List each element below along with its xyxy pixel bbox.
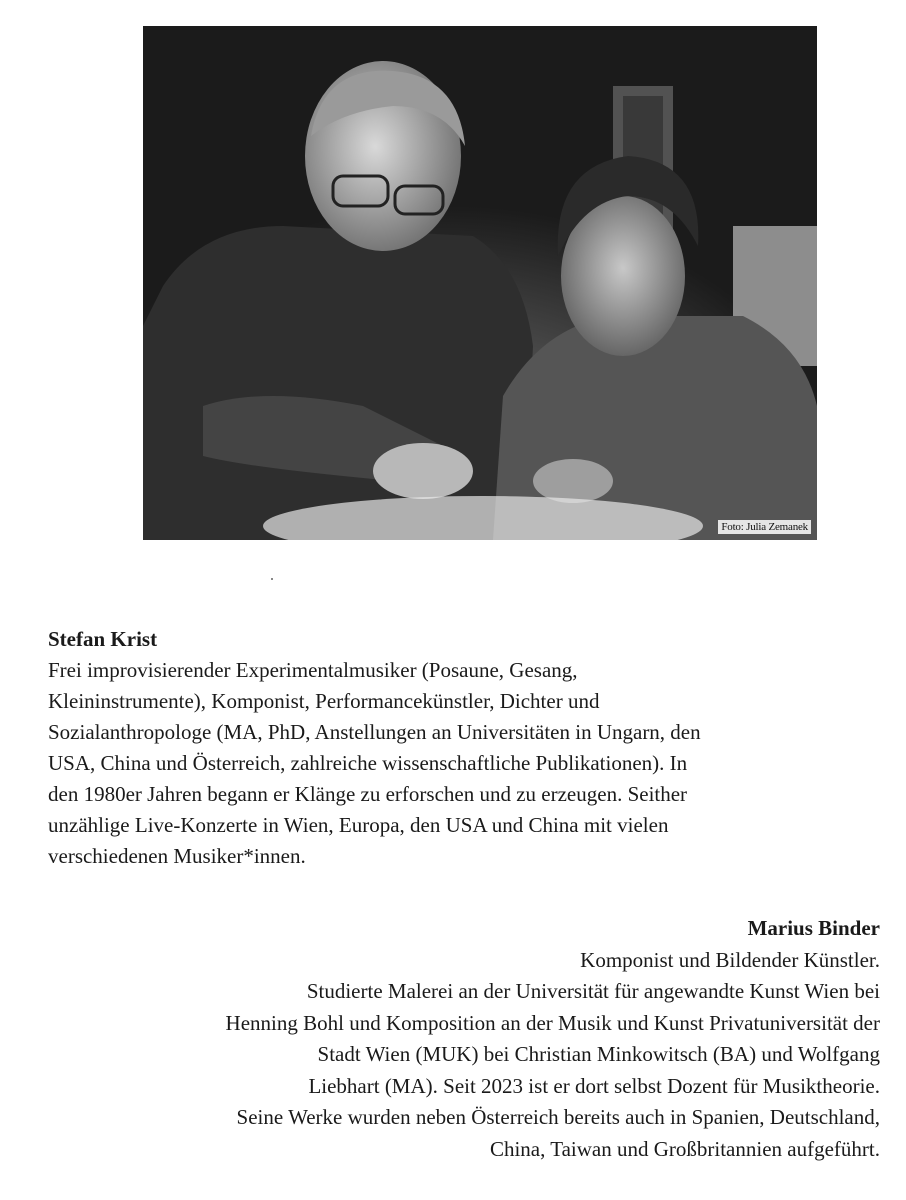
bio-line: Henning Bohl und Komposition an der Musik und Kunst Privatuniversität der xyxy=(225,1010,880,1035)
bio-line: Studierte Malerei an der Universität für angewandte Kunst Wien bei xyxy=(306,979,880,1003)
bio-line: China, Taiwan und Großbritannien aufgeführt. xyxy=(489,1136,880,1161)
bio-line: Liebhart (MA). Seit 2023 ist er dort selbst Dozent für Musiktheorie. xyxy=(308,1073,880,1098)
photo-image xyxy=(143,26,817,540)
bio-line: Komponist und Bildender Künstler. xyxy=(580,947,880,972)
bio-stefan-krist xyxy=(48,624,888,872)
bio-line: Stadt Wien (MUK) bei Christian Minkowitsch (BA) und Wolfgang xyxy=(317,1042,880,1066)
scan-speck xyxy=(271,578,273,580)
bio-line: Seine Werke wurden neben Österreich bereits auch in Spanien, Deutschland, xyxy=(236,1105,880,1129)
photo-credit: Foto: Julia Zemanek xyxy=(718,520,811,534)
portrait-photo xyxy=(143,26,817,540)
bio-marius-binder xyxy=(40,913,880,1165)
bio-line: unzählige Live-Konzerte in Wien, Europa, den USA und China mit vielen xyxy=(48,813,669,837)
bio-line: USA, China und Österreich, zahlreiche wissenschaftliche Publikationen). In xyxy=(48,751,688,775)
bio-line: Frei improvisierender Experimentalmusiker (Posaune, Gesang, xyxy=(48,658,578,682)
bio-line: den 1980er Jahren begann er Klänge zu erforschen und zu erzeugen. Seither xyxy=(48,782,688,806)
bio-line: Sozialanthropologe (MA, PhD, Anstellungen an Universitäten in Ungarn, den xyxy=(48,720,701,744)
bio-line: Kleininstrumente), Komponist, Performancekünstler, Dichter und xyxy=(48,689,600,713)
bio-name: Marius Binder xyxy=(747,916,880,940)
bio-line: verschiedenen Musiker*innen. xyxy=(48,844,306,868)
bio-name: Stefan Krist xyxy=(48,627,158,651)
